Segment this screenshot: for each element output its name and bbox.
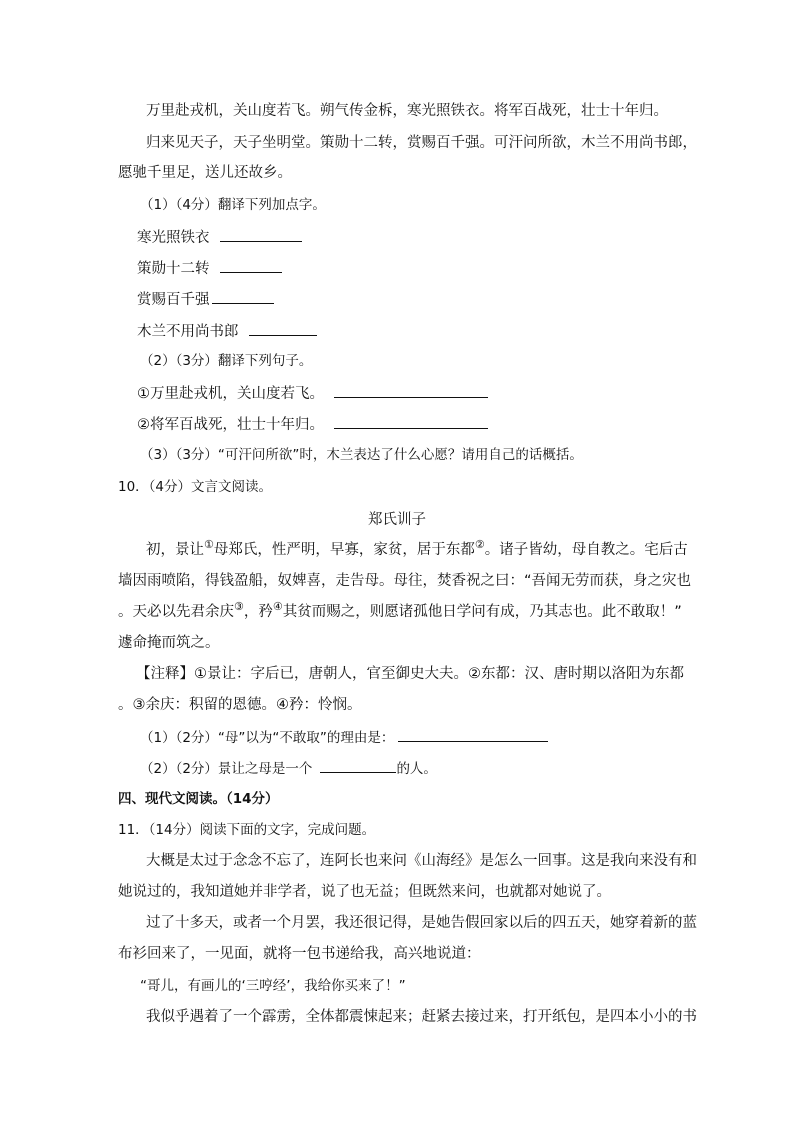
answer-blank[interactable] <box>220 258 282 273</box>
answer-blank[interactable] <box>220 227 302 242</box>
q1-prompt: （1）（4分）翻译下列加点字。 <box>140 197 326 213</box>
answer-blank[interactable] <box>249 321 317 336</box>
q1-item-2 <box>137 258 282 279</box>
q10-sub-2-text: （2）（2分）景让之母是一个 <box>140 761 313 777</box>
q1-item-text: 策勋十二转 <box>137 261 210 277</box>
q10-para-line-2: 墙因雨喷陷，得钱盈船，奴婢喜，走告母。母往，焚香祝之曰：“吾闻无劳而获，身之灾也 <box>118 573 692 589</box>
q2-item-text: ②将军百战死，壮士十年归。 <box>137 417 324 433</box>
q2-item-1 <box>137 383 488 404</box>
footnote-ref-3: ③ <box>234 600 244 614</box>
answer-blank[interactable] <box>334 414 488 429</box>
q1-item-1 <box>137 227 302 248</box>
q10-sub-2 <box>140 758 437 779</box>
passage-title: 郑氏训子 <box>368 512 426 528</box>
poem-line-2a: 归来见天子，天子坐明堂。策勋十二转，赏赐百千强。可汗问所欲，木兰不用尚书郎， <box>146 135 697 151</box>
q2-prompt: （2）（3分）翻译下列句子。 <box>140 353 313 369</box>
q2-item-2 <box>137 414 488 435</box>
q10-sub-1 <box>140 727 548 748</box>
q11-para-4: 我似乎遇着了一个霹雳，全体都震悚起来；赶紧去接过来，打开纸包，是四本小小的书 <box>146 1009 697 1025</box>
text-run: 母郑氏，性严明，早寡，家贫，居于东都 <box>213 542 475 558</box>
q2-item-text: ①万里赴戎机，关山度若飞。 <box>137 386 324 402</box>
q1-item-text: 木兰不用尚书郎 <box>137 324 239 340</box>
answer-blank[interactable] <box>398 727 548 742</box>
q1-item-3 <box>137 289 274 310</box>
text-run: ，矜 <box>243 604 273 620</box>
q10-note-line-1: 【注释】①景让：字后已，唐朝人，官至御史大夫。②东都：汉、唐时期以洛阳为东都 <box>136 666 684 682</box>
answer-blank[interactable] <box>212 289 274 304</box>
footnote-ref-1: ① <box>204 538 214 552</box>
q10-sub-2-tail: 的人。 <box>396 761 437 777</box>
q1-item-text: 赏赐百千强 <box>137 292 210 308</box>
q10-para-line-1 <box>146 540 688 560</box>
q11-para-1-line-2: 她说过的，我知道她并非学者，说了也无益；但既然来问，也就都对她说了。 <box>118 884 611 900</box>
footnote-ref-2: ② <box>474 538 485 552</box>
q3-prompt: （3）（3分）“可汗问所欲”时，木兰表达了什么心愿？请用自己的话概括。 <box>140 447 583 463</box>
q10-para-line-3 <box>118 602 682 622</box>
q10-header: 10．（4分）文言文阅读。 <box>118 479 273 495</box>
section-heading: 四、现代文阅读。（14分） <box>118 791 279 807</box>
q1-item-text: 寒光照铁衣 <box>137 230 210 246</box>
q11-para-1-line-1: 大概是太过于念念不忘了，连阿长也来问《山海经》是怎么一回事。这是我向来没有和 <box>146 853 697 869</box>
footnote-ref-4: ④ <box>272 600 283 614</box>
text-run: 。诸子皆幼，母自教之。宅后古 <box>484 542 688 558</box>
answer-blank[interactable] <box>334 383 488 398</box>
poem-line-1: 万里赴戎机，关山度若飞。朔气传金柝，寒光照铁衣。将军百战死，壮士十年归。 <box>146 103 668 119</box>
text-run: 。天必以先君余庆 <box>118 604 234 620</box>
q10-sub-1-text: （1）（2分）“母”以为“不敢取”的理由是： <box>140 730 395 746</box>
q1-item-4 <box>137 321 317 342</box>
q11-para-2-line-1: 过了十多天，或者一个月罢，我还很记得，是她告假回家以后的四五天，她穿着新的蓝 <box>146 915 697 931</box>
text-run: 初，景让 <box>146 542 204 558</box>
text-run: 其贫而赐之，则愿诸孤他日学问有成，乃其志也。此不敢取！” <box>282 604 682 620</box>
q11-para-2-line-2: 布衫回来了，一见面，就将一包书递给我，高兴地说道： <box>118 946 481 962</box>
q11-header: 11．（14分）阅读下面的文字，完成问题。 <box>118 822 376 838</box>
q10-para-line-4: 遽命掩而筑之。 <box>118 635 220 651</box>
poem-line-2b: 愿驰千里足，送儿还故乡。 <box>118 165 292 181</box>
answer-blank[interactable] <box>320 758 396 773</box>
q10-note-line-2: 。③余庆：积留的恩德。④矜：怜悯。 <box>118 697 362 713</box>
q11-para-3: “哥儿，有画儿的‘三哼经’，我给你买来了！” <box>140 978 406 994</box>
